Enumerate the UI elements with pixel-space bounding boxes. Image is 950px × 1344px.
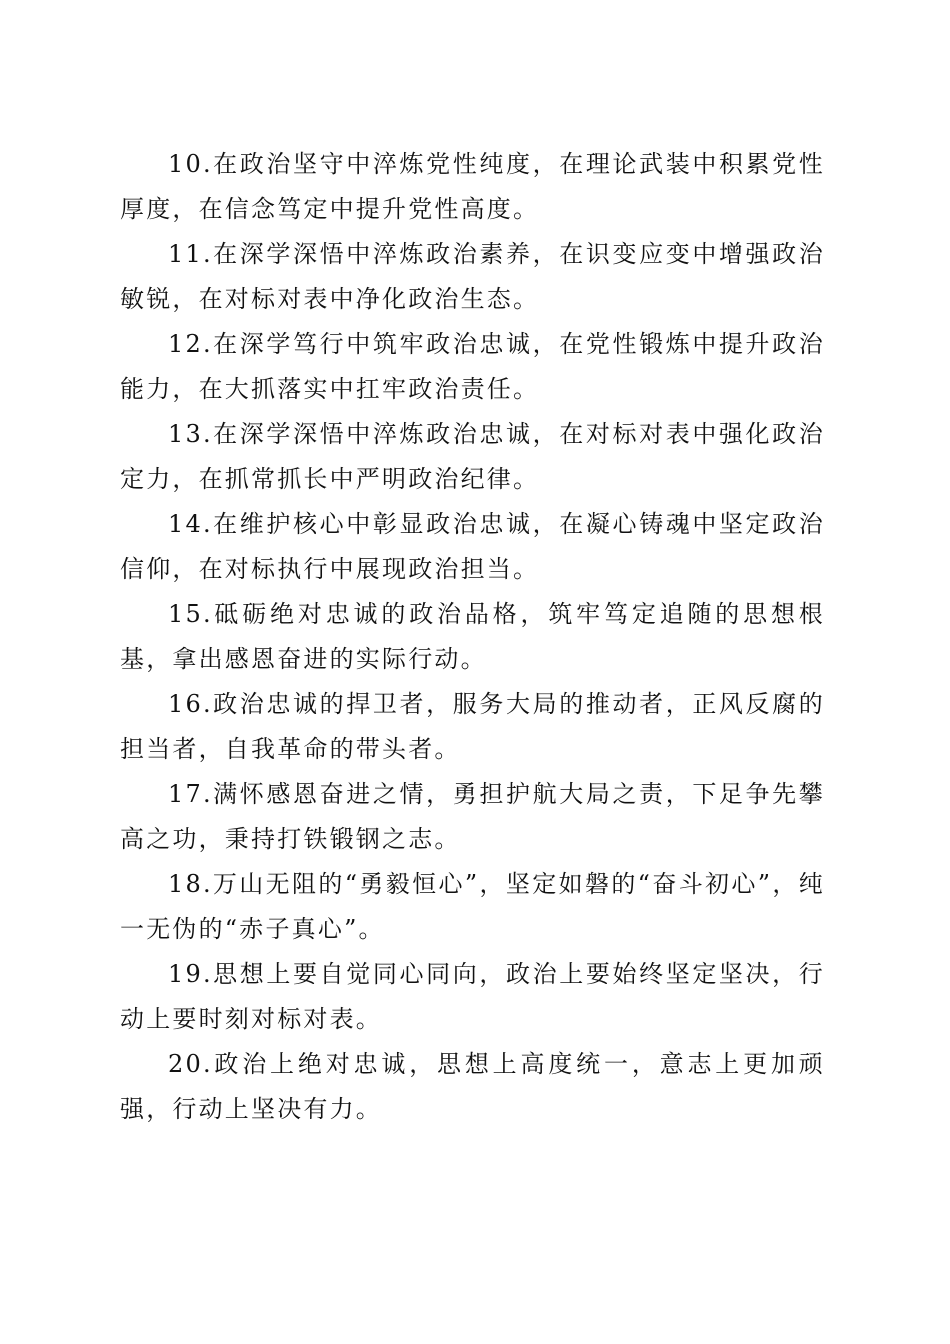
paragraph-14: 14.在维护核心中彰显政治忠诚，在凝心铸魂中坚定政治信仰，在对标执行中展现政治担当。 — [120, 510, 825, 583]
paragraph-17: 17.满怀感恩奋进之情，勇担护航大局之责，下足争先攀高之功，秉持打铁锻钢之志。 — [120, 780, 825, 853]
paragraph-20: 20.政治上绝对忠诚，思想上高度统一，意志上更加顽强，行动上坚决有力。 — [120, 1050, 825, 1123]
document-page — [120, 142, 825, 1132]
paragraph-12: 12.在深学笃行中筑牢政治忠诚，在党性锻炼中提升政治能力，在大抓落实中扛牢政治责任。 — [120, 330, 825, 403]
paragraph-11: 11.在深学深悟中淬炼政治素养，在识变应变中增强政治敏锐，在对标对表中净化政治生态。 — [120, 240, 825, 313]
paragraph-10: 10.在政治坚守中淬炼党性纯度，在理论武装中积累党性厚度，在信念笃定中提升党性高度。 — [120, 150, 825, 223]
paragraph-13: 13.在深学深悟中淬炼政治忠诚，在对标对表中强化政治定力，在抓常抓长中严明政治纪律。 — [120, 420, 825, 493]
paragraph-19: 19.思想上要自觉同心同向，政治上要始终坚定坚决，行动上要时刻对标对表。 — [120, 960, 825, 1033]
paragraph-18: 18.万山无阻的“勇毅恒心”，坚定如磐的“奋斗初心”，纯一无伪的“赤子真心”。 — [120, 870, 825, 943]
paragraph-16: 16.政治忠诚的捍卫者，服务大局的推动者，正风反腐的担当者，自我革命的带头者。 — [120, 690, 825, 763]
paragraph-15: 15.砥砺绝对忠诚的政治品格，筑牢笃定追随的思想根基，拿出感恩奋进的实际行动。 — [120, 600, 825, 673]
